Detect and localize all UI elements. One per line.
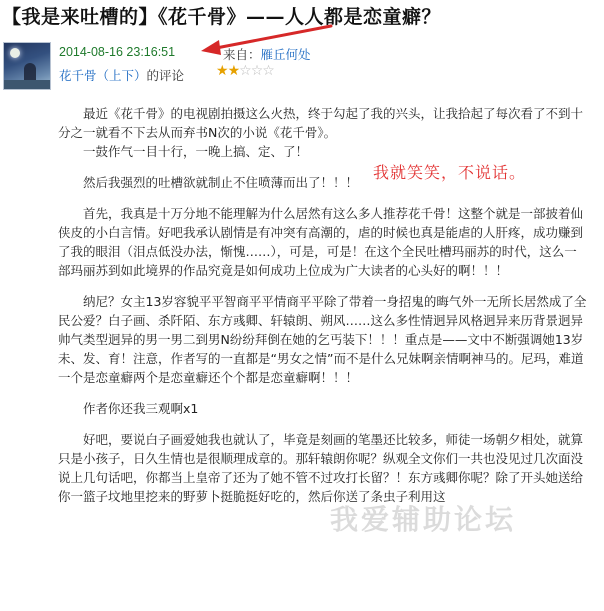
star-empty-icon: ☆ bbox=[262, 63, 274, 79]
avatar[interactable] bbox=[3, 42, 51, 90]
from-label: 来自： bbox=[223, 48, 261, 62]
star-empty-icon: ☆ bbox=[250, 63, 263, 79]
rating-stars bbox=[216, 63, 274, 79]
review-paragraph: 纳尼？女主13岁容貌平平智商平平情商平平除了带着一身招鬼的晦气外一无所长居然成了全民公爱？白子画、杀阡陌、东方彧卿、轩辕朗、朔风……这么多性情迥异风格迥异来历背景迥异帅气类型迥异的男一男二到男N纷纷拜倒在她的乞丐装下！！！重点是——文中不断强调她13岁未、发、育！注意，作者写的一直都是“男女之情”而不是什么兄妹啊亲情啊神马的。尼玛，难道一个是恋童癖两个是恋童癖还个个都是恋童癖啊！！！ bbox=[58, 294, 587, 385]
post-title: 【我是来吐槽的】《花千骨》——人人都是恋童癖？ bbox=[2, 6, 442, 28]
star-filled-icon: ★ bbox=[216, 63, 228, 79]
book-link[interactable]: 花千骨（上下） bbox=[59, 69, 147, 83]
author-link[interactable]: 雁丘何处 bbox=[260, 48, 311, 62]
star-filled-icon: ★ bbox=[227, 63, 240, 79]
review-paragraph: 一鼓作气一目十行，一晚上搞、定、了！ bbox=[58, 144, 309, 159]
review-paragraph: 首先，我真是十万分地不能理解为什么居然有这么多人推荐花千骨！这整个就是一部披着仙侠皮的小白言情。好吧我承认剧情是有冲突有高潮的，虐的时候也真是能虐的人肝疼，成功赚到了我的眼泪（泪点低没办法，惭愧……），可是，可是！在这个全民吐槽玛丽苏的时代，这么一部玛丽苏到如此境界的作品究竟是如何成功上位成为广大读者的心头好的啊！！！ bbox=[58, 206, 584, 278]
star-empty-icon: ☆ bbox=[239, 63, 251, 79]
book-reference bbox=[59, 66, 184, 84]
review-paragraph: 好吧，要说白子画爱她我也就认了，毕竟是刻画的笔墨还比较多，师徒一场朝夕相处，就算只是小孩子，日久生情也是很顺理成章的。那轩辕朗你呢？纵观全文你们一共也没见过几次面没说上几句话吧，你都当上皇帝了还为了她不管不过攻打长留？！东方彧卿你呢？除了开头她送给你一篮子坟地里挖来的野萝卜挺脆挺好吃的，然后你送了条虫子利用这 bbox=[58, 432, 584, 504]
review-paragraph: 然后我强烈的吐槽欲就制止不住喷薄而出了！！！ bbox=[58, 175, 359, 190]
review-paragraph: 作者你还我三观啊x1 bbox=[58, 401, 199, 416]
post-timestamp[interactable]: 2014-08-16 23:16:51 bbox=[59, 45, 176, 59]
watermark-text: 我爱辅助论坛 bbox=[330, 503, 517, 536]
annotation-text: 我就笑笑，不说话。 bbox=[373, 163, 527, 182]
ground-shape bbox=[4, 80, 50, 89]
review-body bbox=[58, 104, 588, 506]
review-paragraph: 最近《花千骨》的电视剧拍摄这么火热，终于勾起了我的兴头，让我拾起了每次看了不到十分之一就看不下去从而弃书N次的小说《花千骨》。 bbox=[58, 106, 584, 140]
annotation-arrow bbox=[195, 22, 335, 62]
moon-shape bbox=[10, 48, 20, 58]
review-suffix: 的评论 bbox=[146, 69, 185, 83]
